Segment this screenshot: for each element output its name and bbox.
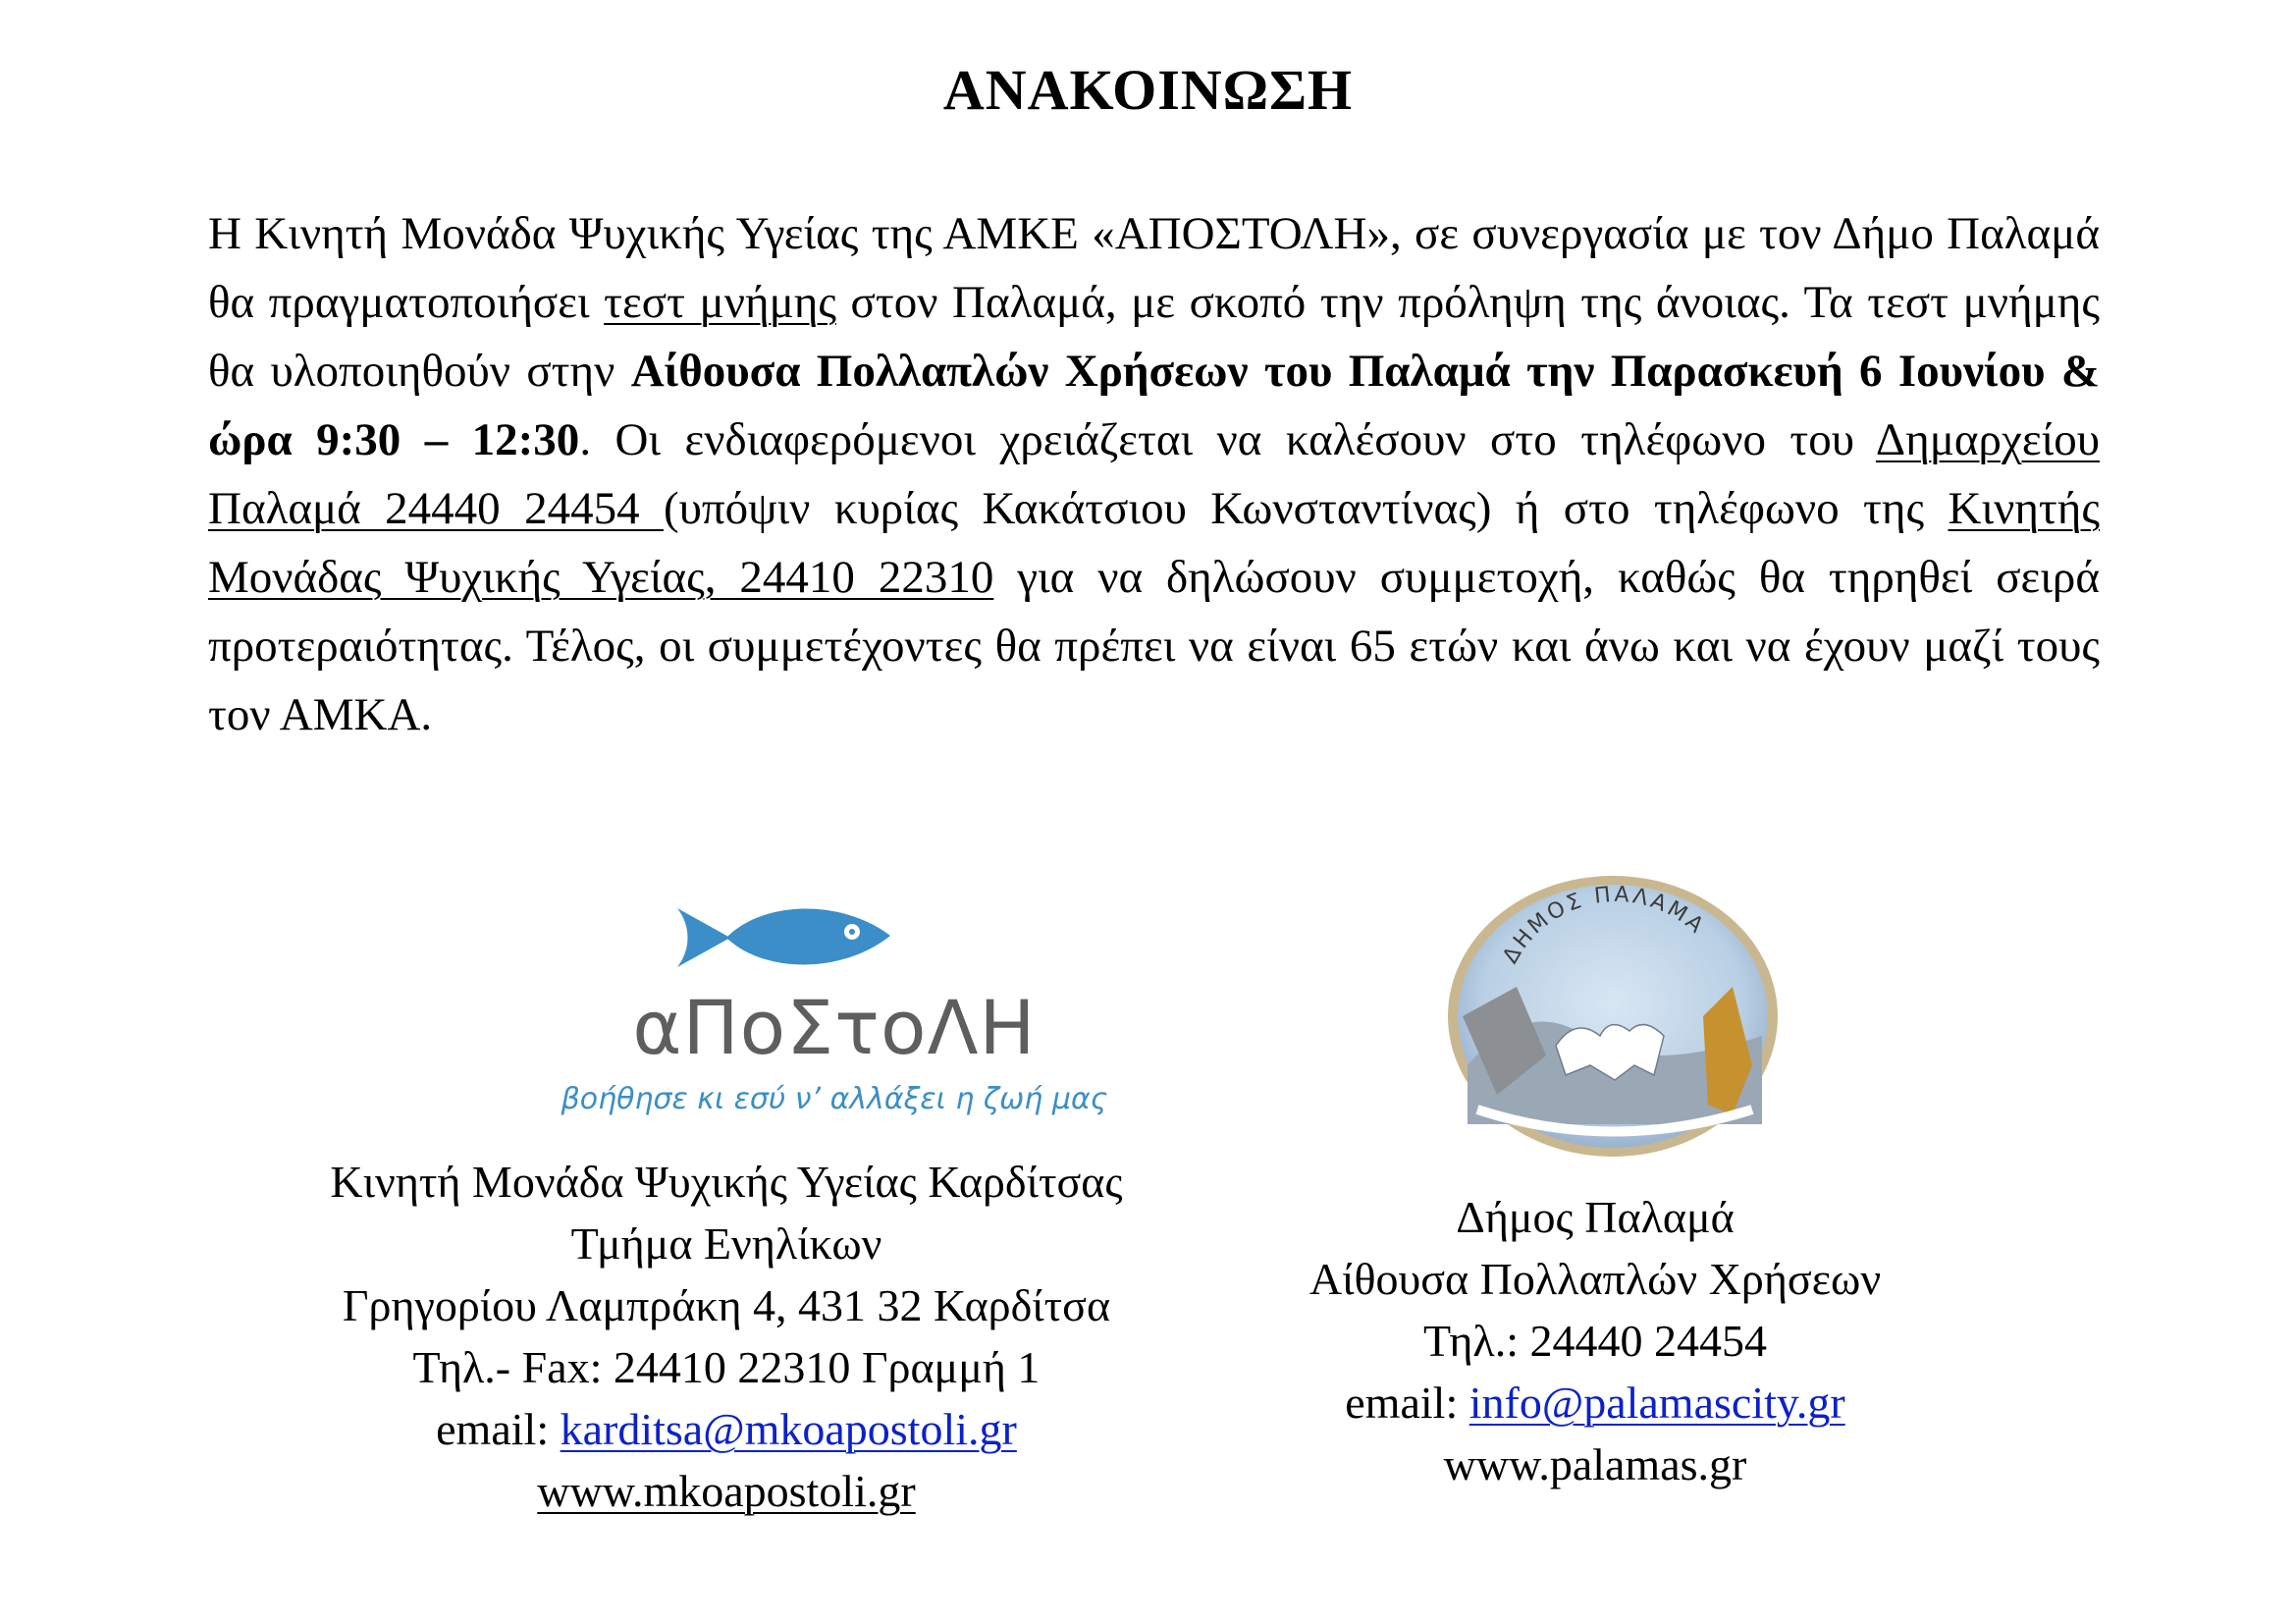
email-link[interactable]: info@palamascity.gr xyxy=(1468,1378,1845,1428)
announcement-title: ΑΝΑΚΟΙΝΩΣΗ xyxy=(942,58,1354,122)
town-hall-phone: Δημαρχείου Παλαμά 24440 24454 xyxy=(208,414,2100,534)
department: Τμήμα Ενηλίκων xyxy=(570,1218,882,1269)
unit-name: Κινητή Μονάδα Ψυχικής Υγείας Καρδίτσας xyxy=(330,1157,1123,1207)
phone-fax: Τηλ.- Fax: 24410 22310 Γραμμή 1 xyxy=(412,1342,1041,1392)
email-link[interactable]: karditsa@mkoapostoli.gr xyxy=(560,1404,1017,1454)
unit-phone: Κινητής Μονάδας Ψυχικής Υγείας, 24410 22310 xyxy=(208,483,2100,603)
body-text-part: . Οι ενδιαφερόμενοι χρειάζεται να καλέσουν στο τηλέφωνο του xyxy=(579,414,1876,465)
palamas-contact-block xyxy=(1202,1186,1988,1495)
address: Γρηγορίου Λαμπράκη 4, 431 32 Καρδίτσα xyxy=(342,1280,1111,1330)
municipality-name: Δήμος Παλαμά xyxy=(1456,1192,1735,1242)
apostoli-contact-block xyxy=(236,1151,1217,1522)
website-link[interactable]: www.mkoapostoli.gr xyxy=(537,1466,916,1516)
body-text-part: Η Κινητή Μονάδα Ψυχικής Υγείας της ΑΜΚΕ «ΑΠΟΣΤΟΛΗ», σε συνεργασία με τον Δήμο Παλαμά θα πραγματοποιήσει xyxy=(208,208,2100,328)
venue-and-time: Αίθουσα Πολλαπλών Χρήσεων του Παλαμά την Παρασκευή 6 Ιουνίου & ώρα 9:30 – 12:30 xyxy=(208,346,2100,465)
email-row xyxy=(236,1398,1217,1460)
announcement-body xyxy=(208,199,2100,749)
fish-icon xyxy=(669,898,895,977)
website-text: www.palamas.gr xyxy=(1443,1439,1747,1489)
phone: Τηλ.: 24440 24454 xyxy=(1422,1316,1768,1366)
apostoli-slogan: βοήθησε κι εσύ ν’ αλλάξει η ζωή μας xyxy=(561,1082,1108,1116)
email-label: email: xyxy=(1345,1378,1469,1428)
palamas-seal xyxy=(1438,869,1787,1163)
email-label: email: xyxy=(436,1404,561,1454)
palamas-seal-text: ΔΗΜΟΣ ΠΑΛΑΜΑ xyxy=(1498,882,1710,968)
email-row xyxy=(1202,1372,1988,1434)
memory-test-text: τεστ μνήμης xyxy=(604,277,836,328)
apostoli-logo xyxy=(561,893,1108,1129)
venue-name: Αίθουσα Πολλαπλών Χρήσεων xyxy=(1308,1254,1882,1304)
apostoli-brand-name: αΠοΣτοΛΗ xyxy=(632,984,1037,1071)
body-text-part: (υπόψιν κυρίας Κακάτσιου Κωνσταντίνας) ή στο τηλέφωνο της xyxy=(663,483,1949,534)
body-text-part: στον Παλαμά, με σκοπό την πρόληψη της άνοιας. Τα τεστ μνήμης θα υλοποιηθούν στην xyxy=(208,277,2100,397)
body-text-part: για να δηλώσουν συμμετοχή, καθώς θα τηρηθεί σειρά προτεραιότητας. Τέλος, οι συμμετέχοντες θα πρέπει να είναι 65 ετών και άνω και να έχουν μαζί τους τον ΑΜΚΑ. xyxy=(208,552,2100,740)
